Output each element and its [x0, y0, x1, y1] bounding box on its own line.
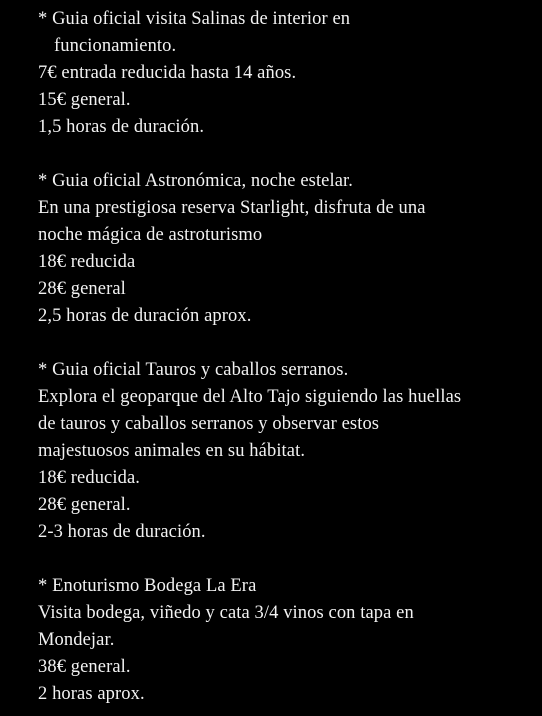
section-title: * Guia oficial visita Salinas de interior en: [38, 9, 351, 29]
text-line: Visita bodega, viñedo y cata 3/4 vinos con tapa en: [38, 603, 414, 623]
section-title: * Guia oficial Astronómica, noche estelar.: [38, 171, 354, 191]
price-line: 18€ reducida.: [38, 468, 140, 488]
text-line: Explora el geoparque del Alto Tajo siguiendo las huellas: [38, 387, 462, 407]
duration-line: 1,5 horas de duración.: [38, 117, 205, 137]
section-title: * Guia oficial Tauros y caballos serranos.: [38, 360, 349, 380]
duration-line: 2 horas aprox.: [38, 684, 145, 704]
duration-line: 2-3 horas de duración.: [38, 522, 206, 542]
price-line: 28€ general: [38, 279, 126, 299]
price-line: 28€ general.: [38, 495, 131, 515]
text-line: En una prestigiosa reserva Starlight, disfruta de una: [38, 198, 426, 218]
price-line: 18€ reducida: [38, 252, 136, 272]
text-line: de tauros y caballos serranos y observar estos: [38, 414, 380, 434]
duration-line: 2,5 horas de duración aprox.: [38, 306, 252, 326]
text-line: noche mágica de astroturismo: [38, 225, 263, 245]
price-line: 15€ general.: [38, 90, 131, 110]
section-title: * Enoturismo Bodega La Era: [38, 576, 257, 596]
text-line: majestuosos animales en su hábitat.: [38, 441, 306, 461]
price-line: 38€ general.: [38, 657, 131, 677]
price-line: 7€ entrada reducida hasta 14 años.: [38, 63, 297, 83]
text-line: Mondejar.: [38, 630, 115, 650]
text-line: funcionamiento.: [54, 36, 177, 56]
